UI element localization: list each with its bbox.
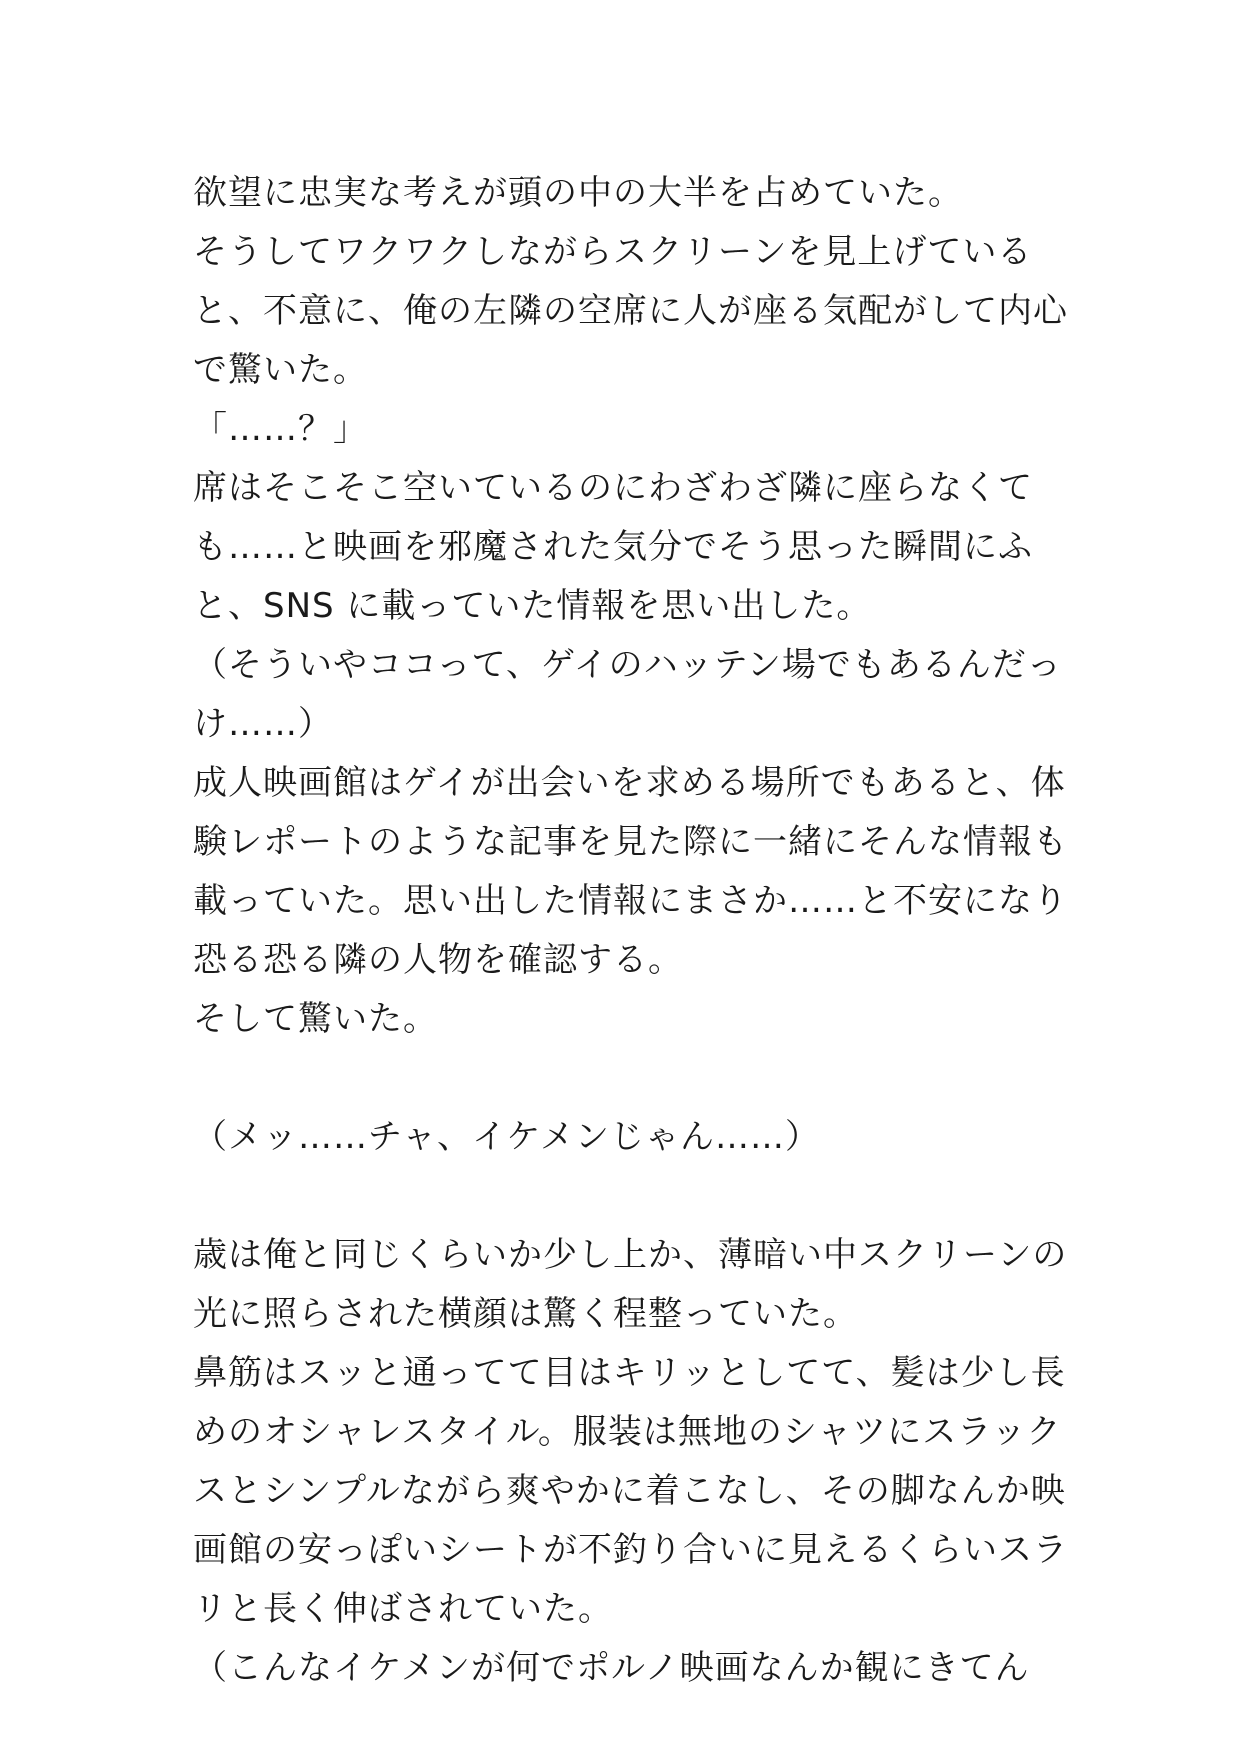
text-line: 光に照らされた横顔は驚く程整っていた。 bbox=[193, 1294, 858, 1334]
text-line: 席はそこそこ空いているのにわざわざ隣に座らなくて bbox=[193, 468, 1033, 508]
text-line: スとシンプルながら爽やかに着こなし、その脚なんか映 bbox=[193, 1471, 1066, 1511]
text-line: で驚いた。 bbox=[193, 350, 368, 390]
text-line: （メッ……チャ、イケメンじゃん……） bbox=[193, 1117, 820, 1157]
text-line: 欲望に忠実な考えが頭の中の大半を占めていた。 bbox=[193, 173, 963, 213]
text-line: と、SNS に載っていた情報を思い出した。 bbox=[193, 586, 872, 626]
text-line: 「……？」 bbox=[193, 409, 368, 449]
text-line: （そういやココって、ゲイのハッテン場でもあるんだっ bbox=[193, 645, 1062, 685]
text-line: 恐る恐る隣の人物を確認する。 bbox=[193, 940, 683, 980]
text-line: 歳は俺と同じくらいか少し上か、薄暗い中スクリーンの bbox=[193, 1235, 1068, 1275]
text-line: 験レポートのような記事を見た際に一緒にそんな情報も bbox=[193, 822, 1068, 862]
body-text bbox=[193, 164, 1073, 1698]
text-line: （こんなイケメンが何でポルノ映画なんか観にきてん bbox=[193, 1648, 1030, 1688]
text-line: そして驚いた。 bbox=[193, 999, 438, 1039]
blank-line bbox=[193, 1049, 1073, 1108]
text-line: け……） bbox=[193, 704, 333, 744]
text-line: 成人映画館はゲイが出会いを求める場所でもあると、体 bbox=[193, 763, 1066, 803]
text-line: と、不意に、俺の左隣の空席に人が座る気配がして内心 bbox=[193, 291, 1068, 331]
text-line: も……と映画を邪魔された気分でそう思った瞬間にふ bbox=[193, 527, 1033, 567]
text-line: 画館の安っぽいシートが不釣り合いに見えるくらいスラ bbox=[193, 1530, 1068, 1570]
text-line: そうしてワクワクしながらスクリーンを見上げている bbox=[193, 232, 1033, 272]
blank-line bbox=[193, 1167, 1073, 1226]
text-line: 載っていた。思い出した情報にまさか……と不安になり bbox=[193, 881, 1068, 921]
text-line: めのオシャレスタイル。服装は無地のシャツにスラック bbox=[193, 1412, 1062, 1452]
text-line: 鼻筋はスッと通ってて目はキリッとしてて、髪は少し長 bbox=[193, 1353, 1066, 1393]
text-line: リと長く伸ばされていた。 bbox=[193, 1589, 613, 1629]
